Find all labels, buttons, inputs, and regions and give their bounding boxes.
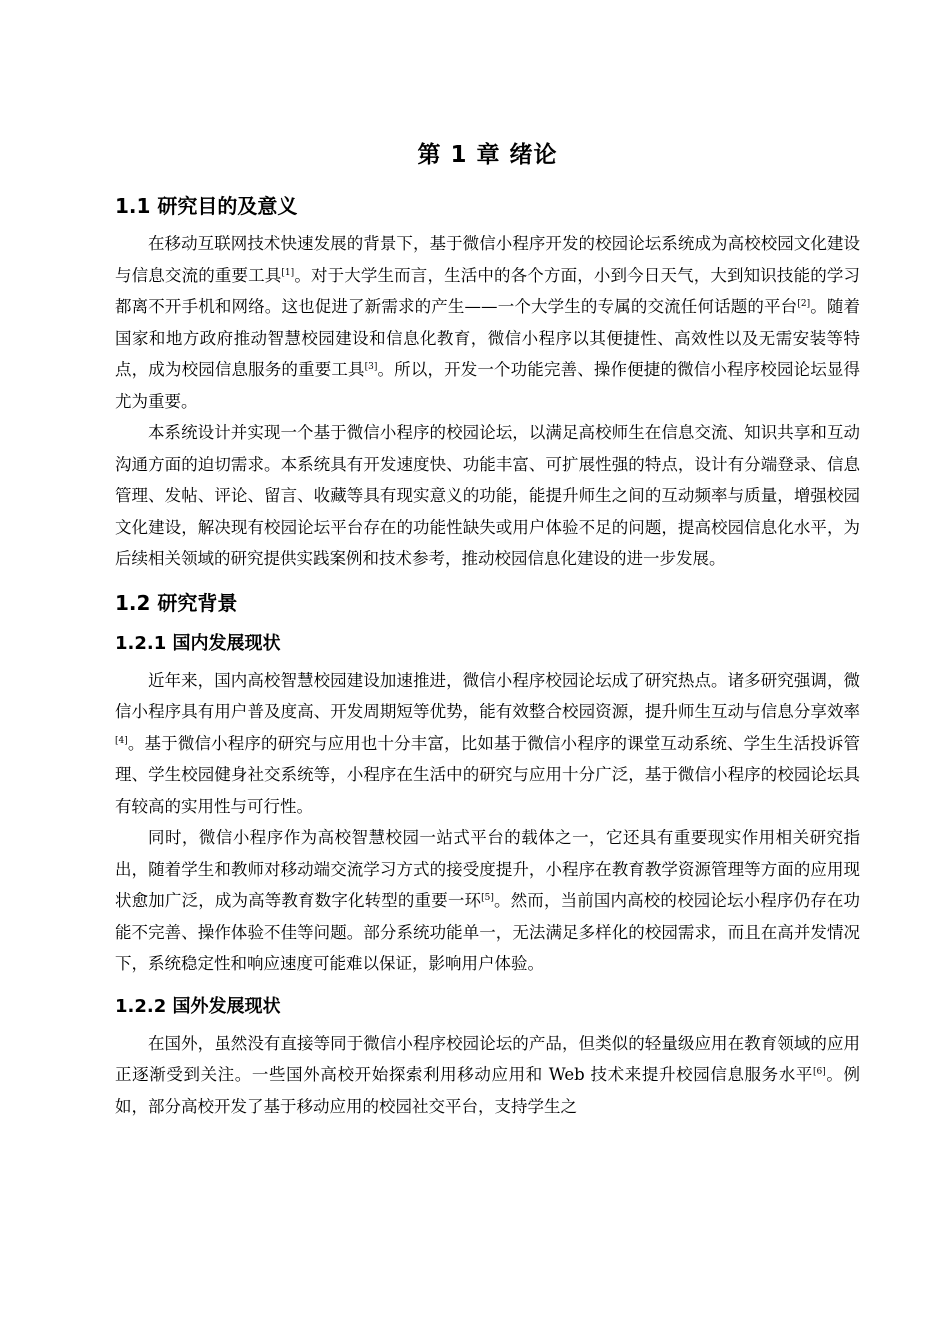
subsection-heading-1-2-1: 1.2.1 国内发展现状 — [115, 632, 281, 654]
paragraph-text: 。例如，部分高校开发了基于移动应用的校园社交平台，支持学生之 — [115, 1065, 860, 1116]
paragraph-text: 近年来，国内高校智慧校园建设加速推进，微信小程序校园论坛成了研究热点。诸多研究强调，微信小程序具有用户普及度高、开发周期短等优势，能有效整合校园资源，提升师生互动与信息分享效率 — [115, 670, 860, 721]
paragraph — [115, 822, 860, 980]
paragraph-text: 。所以，开发一个功能完善、操作便捷的微信小程序校园论坛显得尤为重要。 — [115, 360, 861, 411]
citation: [1] — [281, 267, 295, 278]
citation: [3] — [364, 362, 378, 372]
paragraph-text: 在移动互联网技术快速发展的背景下，基于微信小程序开发的校园论坛系统成为高校校园文化建设与信息交流的重要工具 — [115, 234, 860, 285]
paragraph-text: 。基于微信小程序的研究与应用也十分丰富，比如基于微信小程序的课堂互动系统、学生生活投诉管理、学生校园健身社交系统等，小程序在生活中的研究与应用十分广泛，基于微信小程序的校园论坛具有较高的实用性与可行性。 — [115, 733, 860, 816]
paragraph-text: 同时，微信小程序作为高校智慧校园一站式平台的载体之一，它还具有重要现实作用相关研究指出，随着学生和教师对移动端交流学习方式的接受度提升，小程序在教育教学资源管理等方面的应用现状愈加广泛，成为高等教育数字化转型的重要一环 — [115, 828, 860, 910]
paragraph-text: 。随着国家和地方政府推动智慧校园建设和信息化教育，微信小程序以其便捷性、高效性以及无需安装等特点，成为校园信息服务的重要工具 — [115, 297, 861, 379]
paragraph — [115, 228, 860, 417]
paragraph-text: 。然而，当前国内高校的校园论坛小程序仍存在功能不完善、操作体验不佳等问题。部分系统功能单一，无法满足多样化的校园需求，而且在高并发情况下，系统稳定性和响应速度可能难以保证，影响用户体验。 — [115, 891, 861, 973]
section-heading-1-1: 1.1 研究目的及意义 — [115, 194, 298, 218]
paragraph: 本系统设计并实现一个基于微信小程序的校园论坛，以满足高校师生在信息交流、知识共享和互动沟通方面的迫切需求。本系统具有开发速度快、功能丰富、可扩展性强的特点，设计有分端登录、信息管理、发帖、评论、留言、收藏等具有现实意义的功能，能提升师生之间的互动频率与质量，增强校园文化建设，解决现有校园论坛平台存在的功能性缺失或用户体验不足的问题，提高校园信息化水平，为后续相关领域的研究提供实践案例和技术参考，推动校园信息化建设的进一步发展。 — [115, 423, 860, 568]
citation: [6] — [813, 1067, 826, 1077]
citation: [5] — [481, 893, 494, 903]
paragraph-text: 在国外，虽然没有直接等同于微信小程序校园论坛的产品，但类似的轻量级应用在教育领域的应用正逐渐受到关注。一些国外高校开始探索利用移动应用和 Web 技术来提升校园信息服务水平 — [115, 1033, 860, 1084]
paragraph-text: 。对于大学生而言，生活中的各个方面，小到今日天气，大到知识技能的学习都离不开手机和网络。这也促进了新需求的产生——一个大学生的专属的交流任何话题的平台 — [115, 265, 861, 316]
paragraph — [115, 1028, 860, 1123]
paragraph — [115, 665, 860, 823]
section-heading-1-2: 1.2 研究背景 — [115, 590, 238, 615]
document-page — [115, 138, 860, 1122]
citation: [2] — [797, 299, 811, 309]
citation: [4] — [115, 735, 128, 746]
chapter-title: 第 1 章 绪论 — [417, 142, 558, 168]
subsection-heading-1-2-2: 1.2.2 国外发展现状 — [115, 995, 281, 1017]
